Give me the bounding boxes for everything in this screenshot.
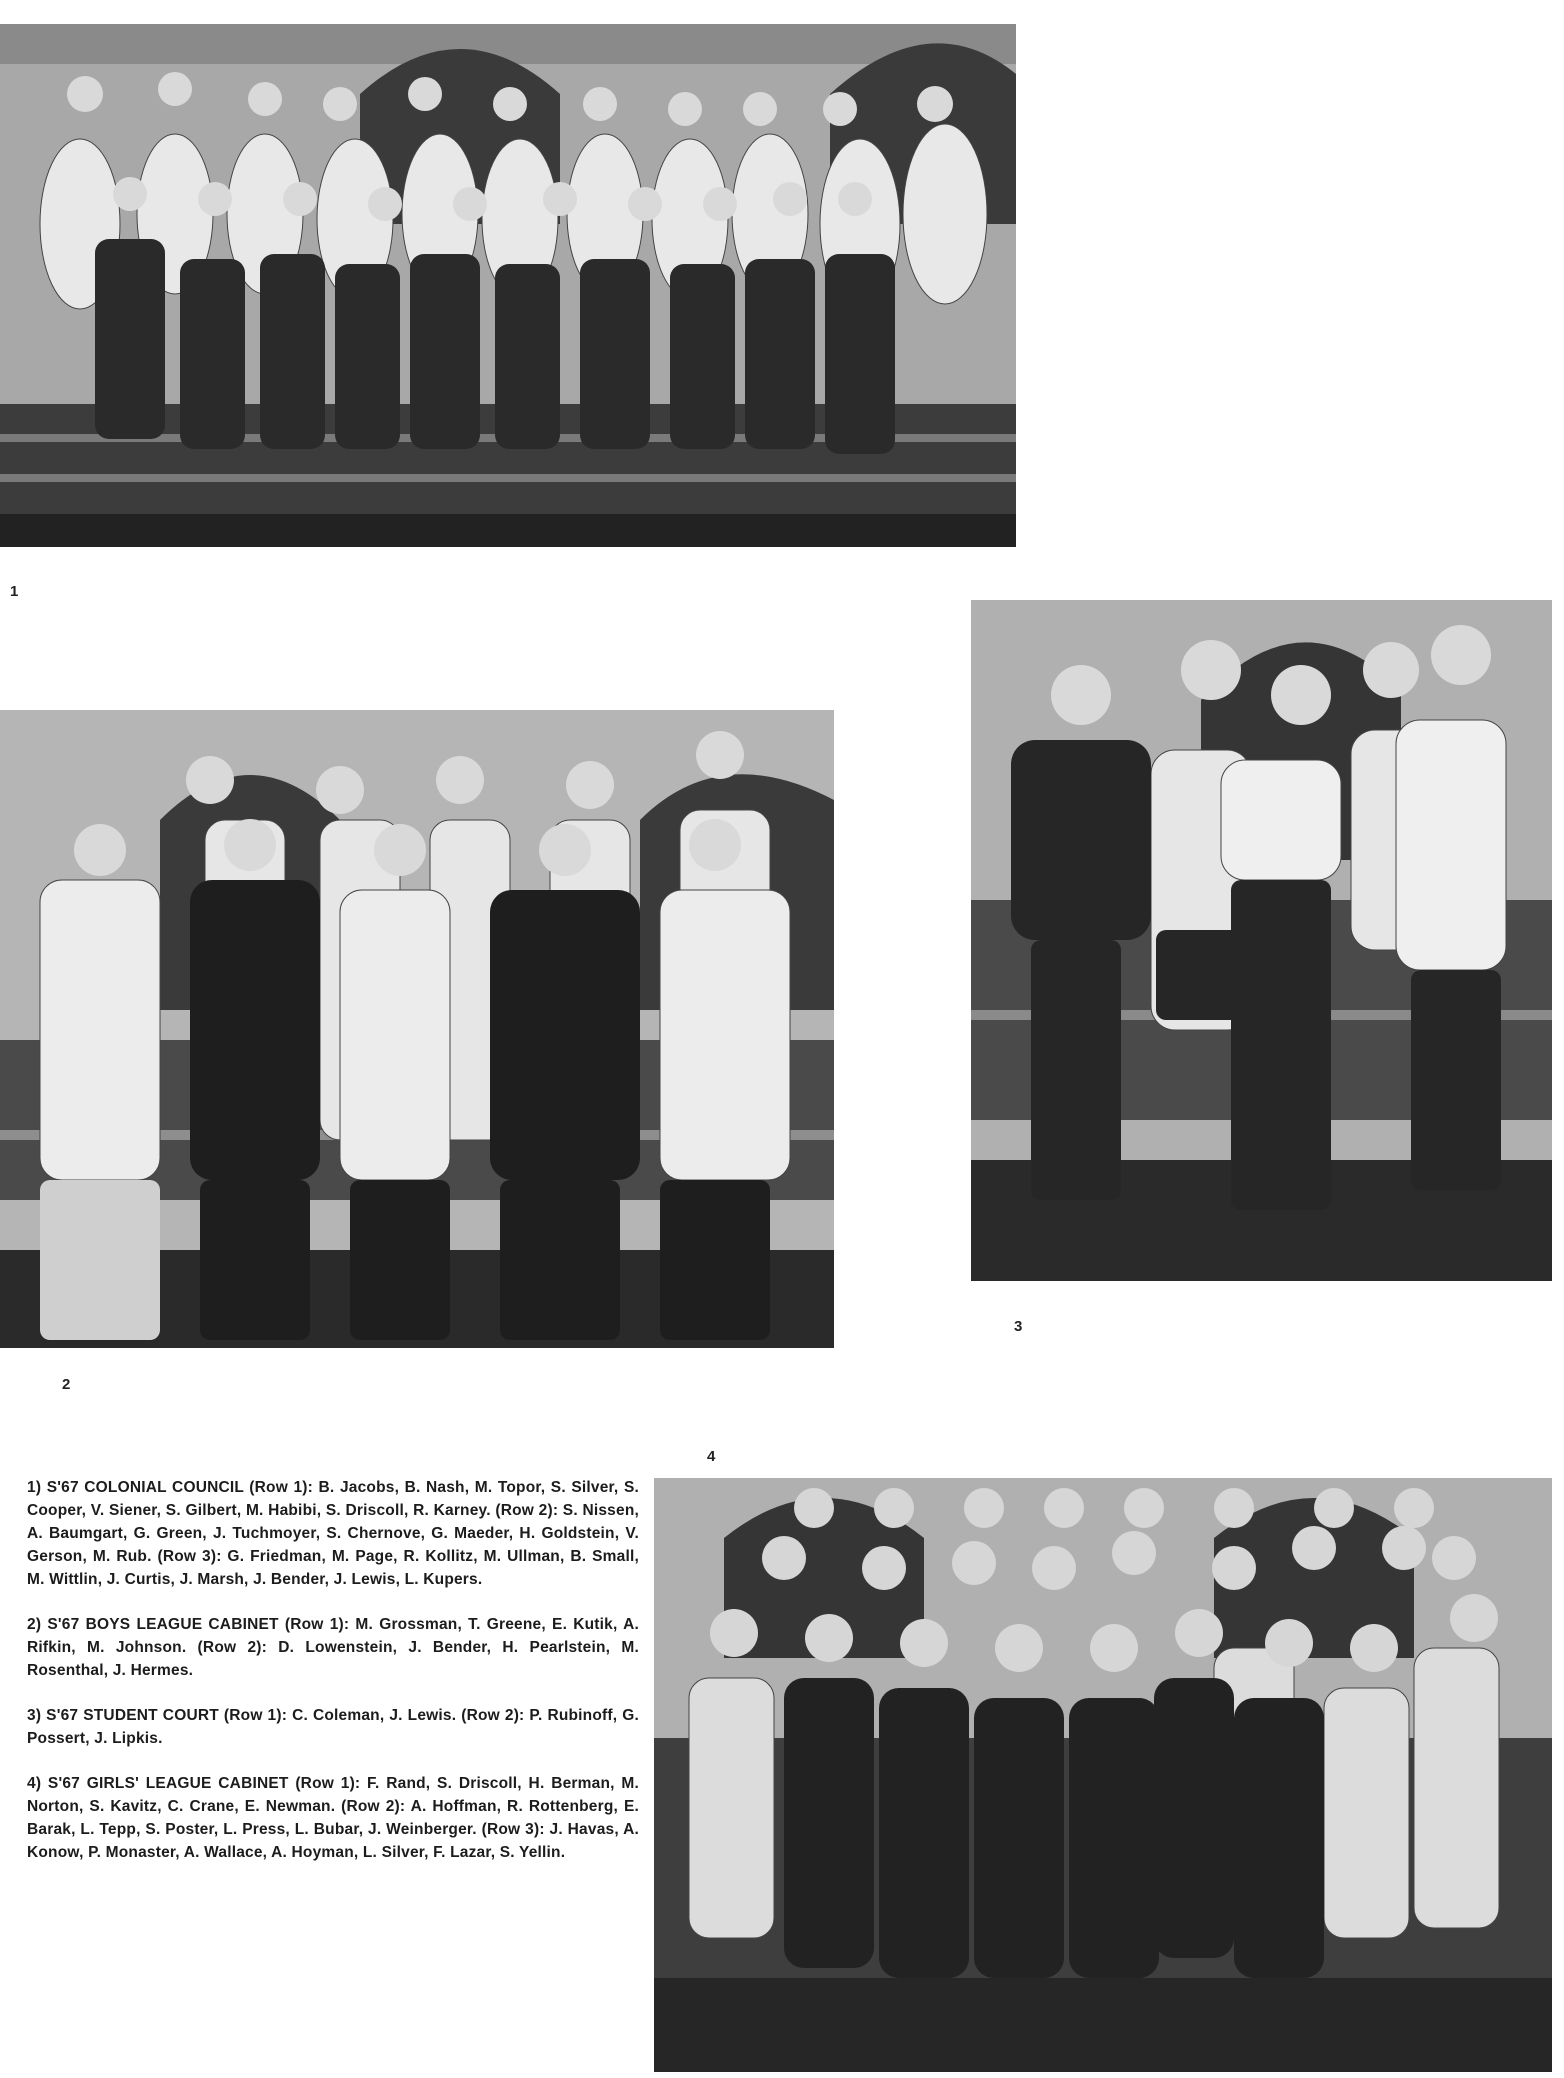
caption-student-court: 3) S'67 STUDENT COURT (Row 1): C. Coleman, J. Lewis. (Row 2): P. Rubinoff, G. Possert, J. Lipkis. [27, 1707, 639, 1747]
caption-colonial-council: 1) S'67 COLONIAL COUNCIL (Row 1): B. Jacobs, B. Nash, M. Topor, S. Silver, S. Cooper, V. Siener, S. Gilbert, M. Habibi, S. Driscoll, R. Karney. (Row 2): S. Nissen, A. Baumgart, G. Green, J. Tuchmoyer, S. Chernove, G. Maeder, H. Goldstein, V. Gerson, M. Rub. (Row 3): G. Friedman, M. Page, R. Kollitz, M. Ullman, B. Small, M. Wittlin, J. Curtis, J. Marsh, J. Bender, J. Lewis, L. Kupers. [27, 1479, 639, 1588]
photo-number-1: 1 [10, 583, 19, 600]
group-photo-colonial-council [0, 24, 1016, 547]
photo-2-illustration [0, 710, 834, 1348]
photo-3-illustration [971, 600, 1552, 1281]
photo-number-2: 2 [62, 1376, 71, 1393]
group-photo-student-court [971, 600, 1552, 1281]
group-photo-girls-league-cabinet [654, 1478, 1552, 2072]
caption-block [27, 1476, 639, 1886]
caption-boys-league-cabinet: 2) S'67 BOYS LEAGUE CABINET (Row 1): M. Grossman, T. Greene, E. Kutik, A. Rifkin, M. Johnson. (Row 2): D. Lowenstein, J. Bender, H. Pearlstein, M. Rosenthal, J. Hermes. [27, 1616, 639, 1679]
photo-4-illustration [654, 1478, 1552, 2072]
group-photo-boys-league-cabinet [0, 710, 834, 1348]
photo-1-illustration [0, 24, 1016, 547]
photo-number-4: 4 [707, 1448, 716, 1465]
caption-girls-league-cabinet: 4) S'67 GIRLS' LEAGUE CABINET (Row 1): F. Rand, S. Driscoll, H. Berman, M. Norton, S. Kavitz, C. Crane, E. Newman. (Row 2): A. Hoffman, R. Rottenberg, E. Barak, L. Tepp, S. Poster, L. Press, L. Bubar, J. Weinberger. (Row 3): J. Havas, A. Konow, P. Monaster, A. Wallace, A. Hoyman, L. Silver, F. Lazar, S. Yellin. [27, 1775, 639, 1861]
photo-number-3: 3 [1014, 1318, 1023, 1335]
